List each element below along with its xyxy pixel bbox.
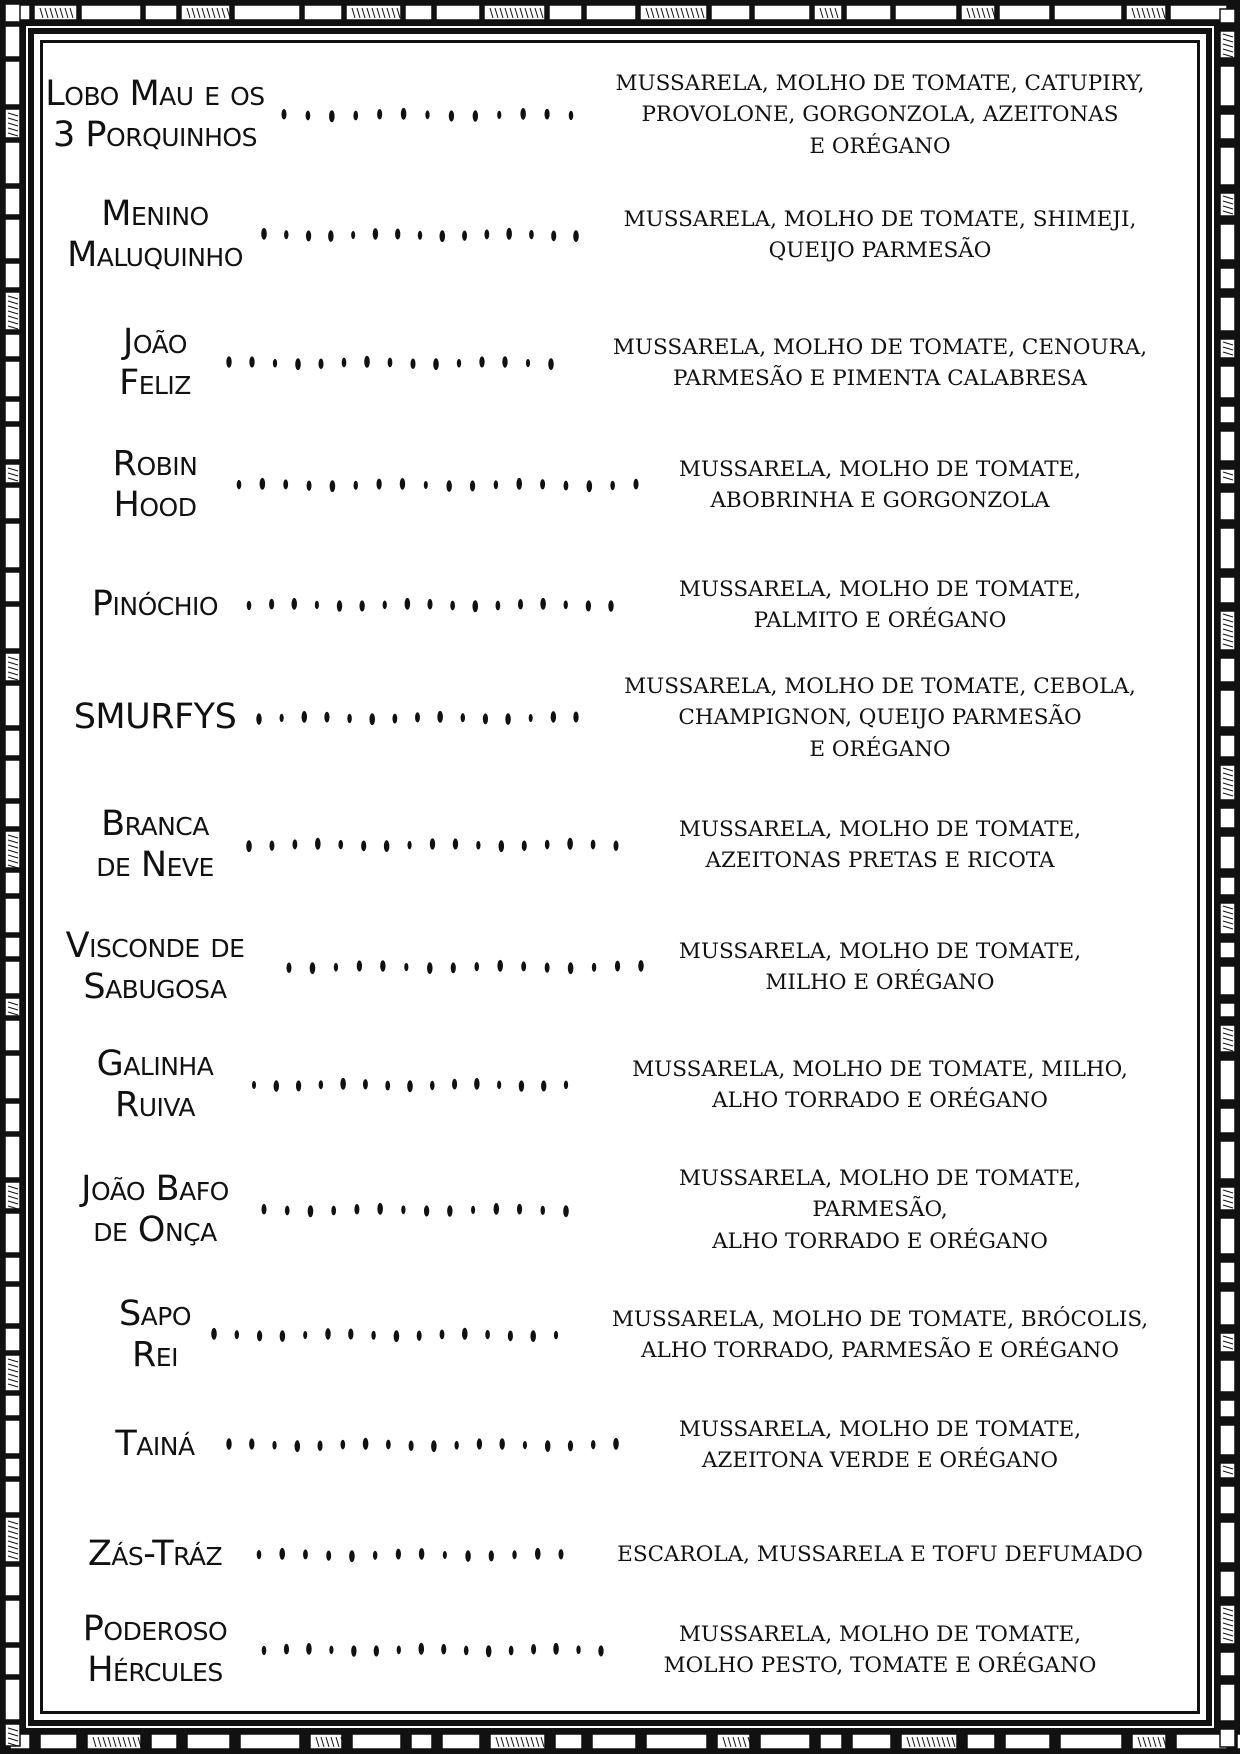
leader-dot xyxy=(353,111,358,121)
menu-item xyxy=(40,668,1200,768)
leader-dot xyxy=(257,1550,262,1559)
leader-dot xyxy=(338,840,343,849)
leader-dot xyxy=(292,839,297,849)
leader-dot xyxy=(326,1551,331,1561)
leader-dot xyxy=(505,713,510,725)
leader-dot xyxy=(351,1645,356,1656)
menu-item-ingredients: MUSSARELA, MOLHO DE TOMATE, MILHO, ALHO TORRADO E ORÉGANO xyxy=(632,1056,1128,1113)
leader-dots xyxy=(255,668,580,768)
leader-dot xyxy=(374,1645,379,1656)
menu-item-name: Galinha Ruiva xyxy=(96,1043,214,1125)
menu-item-name: Pinóchio xyxy=(91,584,219,625)
leader-dots xyxy=(260,1600,605,1700)
leader-dot xyxy=(377,1203,383,1215)
leader-dot xyxy=(359,600,364,611)
leader-dots xyxy=(225,1395,620,1495)
leader-dot xyxy=(529,714,533,722)
leader-dot xyxy=(380,960,385,971)
menu-item-name: Sapo Rei xyxy=(118,1293,192,1375)
leader-dot xyxy=(564,481,569,491)
leader-dot xyxy=(563,1205,569,1217)
leader-dot xyxy=(285,1206,290,1216)
leader-dot xyxy=(462,231,467,241)
leader-dot xyxy=(427,962,432,974)
leader-dot xyxy=(483,713,488,724)
leader-dot xyxy=(273,359,277,368)
menu-item xyxy=(40,435,1200,535)
menu-item-ingredients: MUSSARELA, MOLHO DE TOMATE, MILHO E ORÉGANO xyxy=(678,938,1082,995)
menu-item-ingredients: MUSSARELA, MOLHO DE TOMATE, CENOURA, PARMESÃO E PIMENTA CALABRESA xyxy=(612,334,1148,391)
leader-dot xyxy=(274,1080,279,1092)
leader-dot xyxy=(559,1549,564,1559)
leader-dot xyxy=(361,840,366,851)
leader-dot xyxy=(477,1438,482,1449)
leader-dot xyxy=(257,1330,262,1341)
leader-dot xyxy=(283,479,288,489)
leader-dot xyxy=(494,1203,499,1215)
leader-dot xyxy=(450,601,455,611)
leader-dot xyxy=(523,1441,527,1449)
leader-dot xyxy=(281,109,286,120)
leader-dot xyxy=(541,1080,546,1091)
leader-dot xyxy=(363,1079,368,1089)
leader-dot xyxy=(554,1331,558,1339)
leader-dot xyxy=(418,231,422,240)
leader-dots xyxy=(280,65,575,165)
leader-dot xyxy=(306,230,311,241)
menu-item-name: Visconde de Sabugosa xyxy=(65,925,245,1007)
leader-dot xyxy=(347,714,352,723)
leader-dot xyxy=(249,356,254,367)
leader-dot xyxy=(377,479,382,490)
leader-dot xyxy=(310,962,316,974)
leader-dot xyxy=(551,230,556,241)
leader-dot xyxy=(261,1204,266,1215)
leader-dot xyxy=(415,712,420,722)
leader-dot xyxy=(520,108,525,120)
leader-dot xyxy=(573,230,579,242)
leader-dot xyxy=(453,838,458,849)
menu-item xyxy=(40,917,1200,1017)
leader-dot xyxy=(315,838,321,850)
menu-item-ingredients: MUSSARELA, MOLHO DE TOMATE, BRÓCOLIS, ALHO TORRADO, PARMESÃO E ORÉGANO xyxy=(611,1306,1149,1363)
menu-item-ingredients: MUSSARELA, MOLHO DE TOMATE, SHIMEJI, QUEIJO PARMESÃO xyxy=(623,206,1137,263)
leader-dot xyxy=(545,1440,550,1452)
menu-item-ingredients: MUSSARELA, MOLHO DE TOMATE, AZEITONAS PRETAS E RICOTA xyxy=(678,816,1082,873)
leader-dot xyxy=(348,1329,353,1340)
leader-dot xyxy=(315,601,319,609)
menu-item-name: Branca de Neve xyxy=(96,803,214,885)
leader-dot xyxy=(568,962,574,974)
leader-dot xyxy=(474,962,479,971)
menu-item-ingredients: MUSSARELA, MOLHO DE TOMATE, CEBOLA, CHAMPIGNON, QUEIJO PARMESÃO E ORÉGANO xyxy=(624,674,1136,762)
leader-dot xyxy=(385,1081,390,1091)
leader-dot xyxy=(247,601,252,610)
menu-item-name: Robin Hood xyxy=(112,443,198,525)
leader-dot xyxy=(497,960,503,972)
menu-item xyxy=(40,795,1200,895)
leader-dots xyxy=(285,917,645,1017)
leader-dot xyxy=(279,1548,285,1560)
leader-dot xyxy=(226,356,231,367)
leader-dot xyxy=(441,1644,446,1655)
menu-item xyxy=(40,1160,1200,1260)
leader-dot xyxy=(586,480,592,492)
leader-dot xyxy=(431,1440,437,1452)
leader-dot xyxy=(545,840,550,850)
leader-dot xyxy=(462,1328,468,1340)
leader-dot xyxy=(535,1548,541,1560)
menu-item xyxy=(40,1600,1200,1700)
leader-dot xyxy=(409,1440,414,1451)
leader-dot xyxy=(451,962,456,973)
leader-dot xyxy=(443,1551,447,1559)
leader-dot xyxy=(529,230,534,239)
menu-item xyxy=(40,65,1200,165)
leader-dot xyxy=(540,479,545,489)
leader-dot xyxy=(474,1078,480,1090)
leader-dot xyxy=(508,1330,513,1341)
menu-item-ingredients: MUSSARELA, MOLHO DE TOMATE, MOLHO PESTO, TOMATE E ORÉGANO xyxy=(663,1621,1097,1678)
leader-dot xyxy=(329,1646,333,1654)
leader-dot xyxy=(330,480,336,492)
leader-dot xyxy=(485,1330,490,1339)
leader-dot xyxy=(306,111,311,121)
leader-dot xyxy=(386,1440,391,1450)
menu-item-ingredients: MUSSARELA, MOLHO DE TOMATE, CATUPIRY, PROVOLONE, GORGONZOLA, AZEITONAS E ORÉGANO xyxy=(615,71,1145,159)
leader-dot xyxy=(401,1205,405,1214)
leader-dot xyxy=(307,481,312,491)
leader-dot xyxy=(357,960,362,971)
leader-dot xyxy=(334,963,338,972)
leader-dot xyxy=(295,358,301,370)
leader-dot xyxy=(553,1643,559,1655)
leader-dot xyxy=(286,962,291,973)
leader-dot xyxy=(303,1549,308,1559)
leader-dot xyxy=(284,230,288,239)
leader-dot xyxy=(424,481,428,489)
leader-dot xyxy=(509,1646,514,1656)
leader-dot xyxy=(319,1080,323,1089)
leader-dot xyxy=(354,1204,359,1215)
leader-dot xyxy=(377,109,382,120)
leader-dot xyxy=(567,838,573,850)
menu-item xyxy=(40,1395,1200,1495)
leader-dot xyxy=(371,1331,375,1340)
leader-dot xyxy=(417,1331,422,1341)
leader-dot xyxy=(545,963,550,973)
leader-dot xyxy=(261,228,267,240)
leader-dot xyxy=(540,598,546,610)
leader-dot xyxy=(598,1645,603,1656)
leader-dot xyxy=(407,1080,413,1092)
leader-dot xyxy=(373,228,378,240)
leader-dot xyxy=(497,111,501,119)
leader-dot xyxy=(262,1646,267,1655)
leader-dot xyxy=(280,714,284,722)
leader-dot xyxy=(521,961,526,971)
leader-dot xyxy=(591,1440,596,1449)
leader-dot xyxy=(516,478,522,490)
leader-dot xyxy=(272,1441,276,1450)
leader-dot xyxy=(269,599,274,610)
leader-dots xyxy=(235,435,640,535)
leader-dot xyxy=(340,1440,345,1450)
leader-dot xyxy=(568,1440,573,1451)
leader-dot xyxy=(512,1550,516,1559)
leader-dot xyxy=(564,600,568,609)
leader-dot xyxy=(452,1079,457,1090)
leader-dot xyxy=(400,478,405,490)
leader-dot xyxy=(464,1646,469,1656)
leader-dot xyxy=(226,1438,231,1449)
leader-dot xyxy=(328,230,333,242)
menu-item-name: Zás-Tráz xyxy=(87,1534,223,1575)
leader-dot xyxy=(494,480,498,489)
menu-item-name: João Bafo de Onça xyxy=(81,1168,229,1250)
leader-dot xyxy=(324,712,329,723)
leader-dot xyxy=(252,1081,256,1089)
menu-item xyxy=(40,313,1200,413)
leader-dot xyxy=(476,841,480,850)
leader-dot xyxy=(541,1206,546,1215)
leader-dot xyxy=(396,1549,401,1560)
leader-dot xyxy=(407,841,411,849)
leader-dot xyxy=(484,229,489,239)
leader-dot xyxy=(449,110,454,121)
leader-dot xyxy=(363,1438,369,1450)
leader-dot xyxy=(395,229,400,240)
leader-dot xyxy=(419,1548,424,1560)
menu-item-name: SMURFYS xyxy=(73,697,237,738)
leader-dot xyxy=(302,711,307,723)
leader-dot xyxy=(457,359,461,368)
leader-dot xyxy=(331,1206,336,1216)
leader-dot xyxy=(364,356,370,368)
leader-dot xyxy=(418,1643,424,1655)
leader-dot xyxy=(401,108,407,120)
leader-dot xyxy=(496,601,501,611)
leader-dot xyxy=(471,1206,475,1214)
leader-dot xyxy=(569,111,574,120)
leader-dot xyxy=(337,600,342,611)
leader-dot xyxy=(425,110,429,119)
leader-dot xyxy=(369,713,375,725)
leader-dot xyxy=(211,1328,217,1340)
leader-dots xyxy=(210,1285,560,1385)
leader-dot xyxy=(437,711,443,723)
leader-dot xyxy=(373,1551,377,1560)
leader-dot xyxy=(489,1550,494,1561)
leader-dot xyxy=(545,109,550,120)
leader-dot xyxy=(329,110,335,122)
leader-dot xyxy=(280,1330,285,1342)
leader-dot xyxy=(349,1550,355,1562)
leader-dot xyxy=(499,840,505,852)
leader-dot xyxy=(517,1204,522,1215)
leader-dot xyxy=(269,841,274,851)
menu-item xyxy=(40,1285,1200,1385)
menu-item-name: Tainá xyxy=(115,1424,195,1465)
leader-dot xyxy=(410,358,415,369)
leader-dot xyxy=(439,230,445,242)
leader-dot xyxy=(342,358,347,368)
leader-dot xyxy=(303,1331,307,1339)
leader-dot xyxy=(430,1081,435,1090)
leader-dots xyxy=(245,555,615,655)
leader-dots xyxy=(260,1160,570,1260)
menu-item-ingredients: MUSSARELA, MOLHO DE TOMATE, ABOBRINHA E GORGONZOLA xyxy=(678,456,1082,513)
leader-dot xyxy=(526,359,530,367)
leader-dot xyxy=(551,711,556,723)
leader-dot xyxy=(506,228,512,240)
leader-dot xyxy=(591,840,596,850)
leader-dot xyxy=(384,840,390,852)
leader-dot xyxy=(497,1081,501,1089)
leader-dot xyxy=(530,1330,536,1342)
leader-dot xyxy=(518,599,523,610)
menu-item-ingredients: MUSSARELA, MOLHO DE TOMATE, PARMESÃO, ALHO TORRADO E ORÉGANO xyxy=(678,1166,1082,1254)
menu-item-ingredients: MUSSARELA, MOLHO DE TOMATE, PALMITO E ORÉGANO xyxy=(678,576,1082,633)
leader-dot xyxy=(446,480,451,492)
leader-dot xyxy=(433,358,439,370)
leader-dot xyxy=(430,838,435,849)
leader-dot xyxy=(564,1081,568,1090)
leader-dot xyxy=(424,1205,429,1216)
leader-dot xyxy=(351,231,355,239)
leader-dot xyxy=(388,358,393,368)
leader-dot xyxy=(522,840,527,851)
menu-item-name: João Feliz xyxy=(119,321,191,403)
leader-dot xyxy=(295,1440,301,1452)
leader-dots xyxy=(225,313,555,413)
leader-dot xyxy=(318,1440,323,1451)
leader-dot xyxy=(246,840,252,852)
leader-dot xyxy=(470,480,475,491)
leader-dot xyxy=(427,599,432,610)
menu-item-ingredients: ESCAROLA, MUSSARELA E TOFU DEFUMADO xyxy=(617,1542,1143,1568)
leader-dot xyxy=(405,598,411,610)
leader-dot xyxy=(592,963,596,972)
leader-dot xyxy=(576,1645,580,1654)
leader-dot xyxy=(383,600,387,609)
leader-dot xyxy=(465,1550,470,1562)
leader-dot xyxy=(440,1329,445,1339)
leader-dot xyxy=(473,110,478,121)
leader-dot xyxy=(573,712,578,723)
leader-dot xyxy=(291,598,297,610)
leader-dot xyxy=(318,358,323,369)
leader-dot xyxy=(237,480,242,489)
leader-dot xyxy=(531,1644,536,1654)
leader-dot xyxy=(519,1080,524,1091)
leader-dot xyxy=(586,600,591,611)
leader-dot xyxy=(502,356,507,367)
menu-item-name: Poderoso Hércules xyxy=(82,1608,228,1690)
leader-dot xyxy=(392,714,397,724)
leader-dot xyxy=(472,600,478,612)
leader-dot xyxy=(447,1205,452,1216)
menu-item xyxy=(40,1505,1200,1605)
leader-dot xyxy=(454,1441,458,1450)
leader-dot xyxy=(548,358,553,370)
leader-dot xyxy=(256,713,261,724)
leader-dot xyxy=(306,1643,312,1655)
leader-dot xyxy=(404,963,408,971)
menu-item-name: Menino Maluquinho xyxy=(67,193,243,275)
leader-dot xyxy=(354,481,358,490)
leader-dot xyxy=(260,478,266,490)
leader-dots xyxy=(255,1505,565,1605)
leader-dot xyxy=(284,1644,289,1655)
leader-dot xyxy=(486,1645,492,1657)
menu-item xyxy=(40,555,1200,655)
leader-dot xyxy=(397,1646,401,1655)
menu-item xyxy=(40,185,1200,285)
leader-dot xyxy=(479,356,484,367)
menu-item-ingredients: MUSSARELA, MOLHO DE TOMATE, AZEITONA VERDE E ORÉGANO xyxy=(678,1416,1082,1473)
leader-dot xyxy=(235,1330,239,1339)
leader-dot xyxy=(325,1328,330,1340)
menu-item-name: Lobo Mau e os 3 Porquinhos xyxy=(45,73,265,155)
menu-item xyxy=(40,1035,1200,1135)
leader-dot xyxy=(461,713,465,722)
leader-dot xyxy=(308,1205,314,1217)
leader-dots xyxy=(250,1035,570,1135)
leader-dot xyxy=(296,1080,301,1091)
leader-dot xyxy=(340,1078,346,1090)
leader-dot xyxy=(394,1330,400,1342)
leader-dots xyxy=(245,795,620,895)
leader-dot xyxy=(499,1438,504,1450)
leader-dots xyxy=(260,185,580,285)
leader-dot xyxy=(249,1438,254,1449)
